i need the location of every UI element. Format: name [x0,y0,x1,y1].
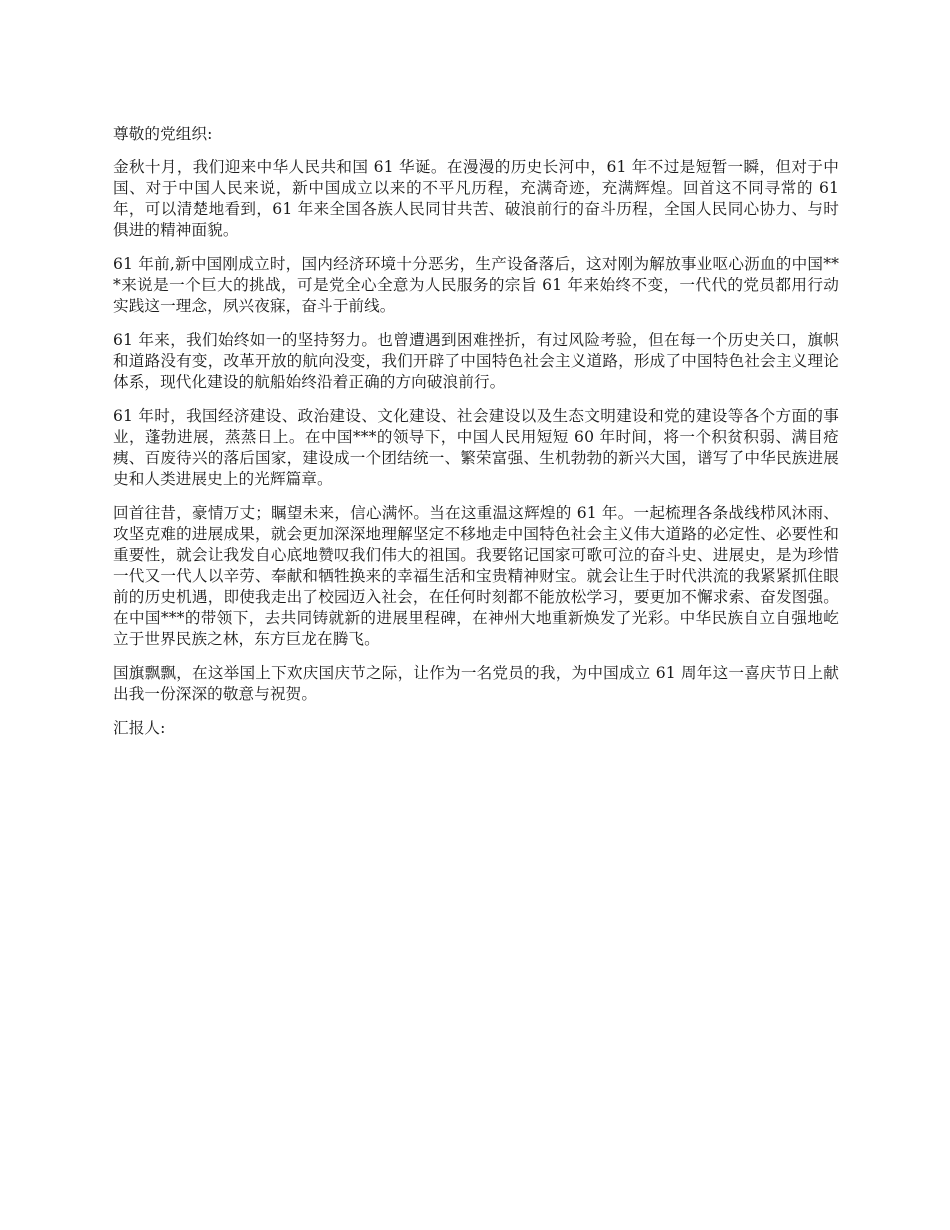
paragraph-1: 金秋十月，我们迎来中华人民共和国 61 华诞。在漫漫的历史长河中，61 年不过是短暂一瞬，但对于中国、对于中国人民来说，新中国成立以来的不平凡历程，充满奇迹，充满辉煌。回首这不同寻常的 61 年，可以清楚地看到，61 年来全国各族人民同甘共苦、破浪前行的奋斗历程，全国人民同心协力、与时俱进的精神面貌。 [113,158,839,239]
paragraph-2: 61 年前,新中国刚成立时，国内经济环境十分恶劣，生产设备落后，这对刚为解放事业呕心沥血的中国***来说是一个巨大的挑战，可是党全心全意为人民服务的宗旨 61 年来始终不变，一代代的党员都用行动实践这一理念，夙兴夜寐，奋斗于前线。 [113,255,839,315]
paragraph-5: 回首往昔，豪情万丈；瞩望未来，信心满怀。当在这重温这辉煌的 61 年。一起梳理各条战线栉风沐雨、攻坚克难的进展成果，就会更加深深地理解坚定不移地走中国特色社会主义伟大道路的必定性、必要性和重要性，就会让我发自心底地赞叹我们伟大的祖国。我要铭记国家可歌可泣的奋斗史、进展史，是为珍惜一代又一代人以辛劳、奉献和牺牲换来的幸福生活和宝贵精神财宝。就会让生于时代洪流的我紧紧抓住眼前的历史机遇，即使我走出了校园迈入社会，在任何时刻都不能放松学习，要更加不懈求索、奋发图强。在中国***的带领下，去共同铸就新的进展里程碑，在神州大地重新焕发了光彩。中华民族自立自强地屹立于世界民族之林，东方巨龙在腾飞。 [113,504,839,648]
paragraph-4: 61 年时，我国经济建设、政治建设、文化建设、社会建设以及生态文明建设和党的建设等各个方面的事业，蓬勃进展，蒸蒸日上。在中国***的领导下，中国人民用短短 60 年时间，将一个积贫积弱、满目疮痍、百废待兴的落后国家，建设成一个团结统一、繁荣富强、生机勃勃的新兴大国，谱写了中华民族进展史和人类进展史上的光辉篇章。 [113,407,839,488]
document-page [113,124,839,739]
signature: 汇报人: [113,719,166,737]
paragraph-3: 61 年来，我们始终如一的坚持努力。也曾遭遇到困难挫折，有过风险考验，但在每一个历史关口，旗帜和道路没有变，改革开放的航向没变，我们开辟了中国特色社会主义道路，形成了中国特色社会主义理论体系，现代化建设的航船始终沿着正确的方向破浪前行。 [113,331,839,391]
salutation: 尊敬的党组织: [113,125,213,143]
paragraph-6: 国旗飘飘，在这举国上下欢庆国庆节之际，让作为一名党员的我，为中国成立 61 周年这一喜庆节日上献出我一份深深的敬意与祝贺。 [113,664,839,703]
